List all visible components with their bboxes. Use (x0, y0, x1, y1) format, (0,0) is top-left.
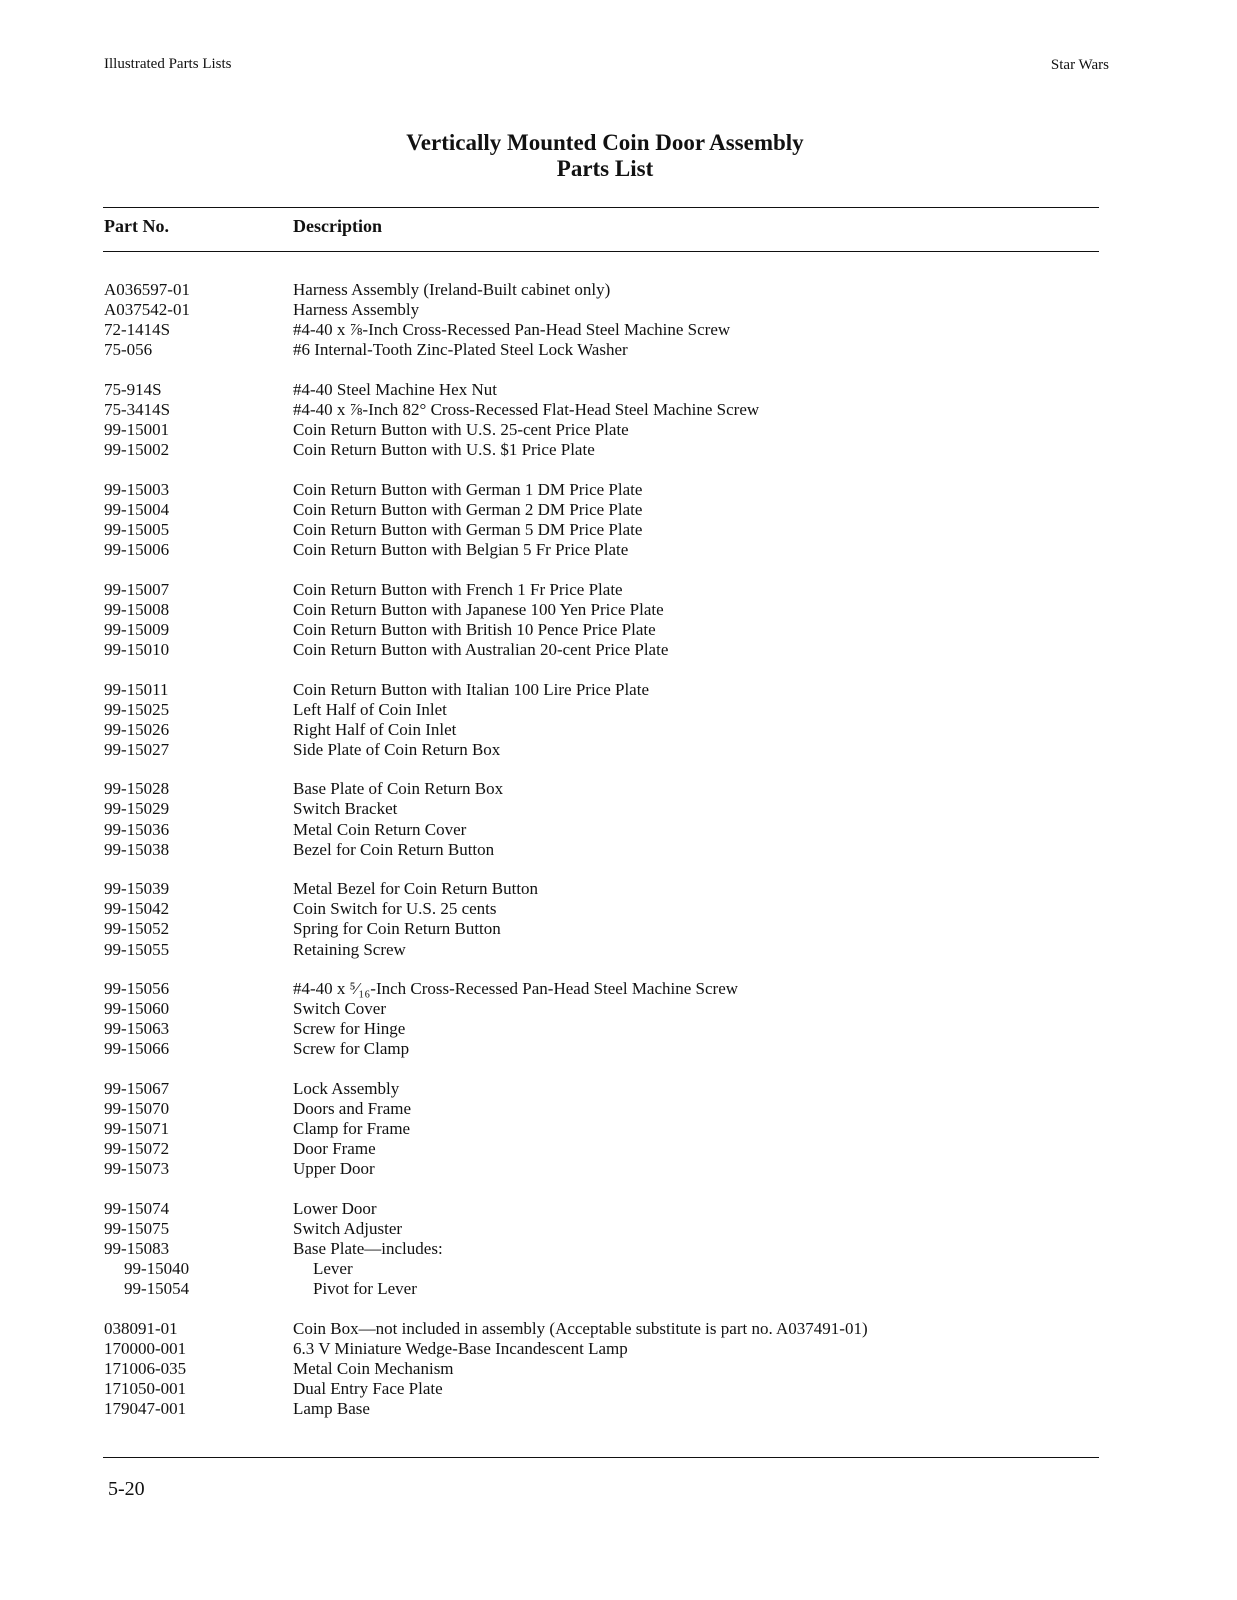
part-number: 99-15052 (104, 919, 170, 939)
part-number: 99-15010 (104, 639, 170, 659)
parts-row (0, 1099, 1237, 1119)
part-number: A037542-01 (104, 300, 190, 320)
part-number: 99-15070 (104, 1099, 170, 1119)
parts-row (0, 999, 1237, 1019)
part-description: Pivot for Lever (313, 1279, 417, 1299)
parts-row (0, 919, 1237, 939)
parts-row (0, 1019, 1237, 1039)
part-description: Metal Coin Return Cover (293, 819, 467, 839)
parts-row (0, 799, 1237, 819)
part-description: Coin Return Button with Belgian 5 Fr Price Plate (293, 540, 629, 560)
parts-row (0, 420, 1237, 440)
bottom-rule (103, 1457, 1099, 1458)
part-number: 99-15027 (104, 739, 170, 759)
top-rule (103, 207, 1099, 208)
parts-group (0, 480, 1237, 560)
part-number: 99-15072 (104, 1139, 170, 1159)
part-description: Bezel for Coin Return Button (293, 839, 495, 859)
part-number: 99-15006 (104, 540, 170, 560)
part-description: Switch Adjuster (293, 1219, 403, 1239)
parts-row (0, 840, 1237, 860)
parts-row (0, 620, 1237, 640)
parts-row (0, 600, 1237, 620)
part-number: 99-15056 (104, 979, 170, 999)
part-number: 75-914S (104, 379, 162, 399)
part-description: #4-40 x ⅞-Inch Cross-Recessed Pan-Head Steel Machine Screw (293, 320, 731, 340)
part-number: 99-15002 (104, 440, 170, 460)
part-number: 99-15028 (104, 779, 170, 799)
part-number: 99-15001 (104, 420, 170, 440)
parts-row (0, 1399, 1237, 1419)
part-number: 99-15029 (104, 799, 170, 819)
part-description: Screw for Hinge (293, 1019, 406, 1039)
part-description: Coin Return Button with German 5 DM Price Plate (293, 519, 643, 539)
part-number: 99-15042 (104, 899, 170, 919)
parts-row (0, 1219, 1237, 1239)
part-description: Coin Return Button with German 2 DM Price Plate (293, 499, 643, 519)
part-number: 99-15073 (104, 1159, 170, 1179)
parts-row (0, 979, 1237, 999)
parts-group (0, 280, 1237, 360)
parts-row (0, 1139, 1237, 1159)
parts-group (0, 380, 1237, 460)
part-description: Doors and Frame (293, 1099, 412, 1119)
parts-group (0, 879, 1237, 959)
parts-row (0, 400, 1237, 420)
parts-row (0, 700, 1237, 720)
parts-row (0, 500, 1237, 520)
part-description: Dual Entry Face Plate (293, 1379, 443, 1399)
parts-row (0, 879, 1237, 899)
parts-group (0, 1199, 1237, 1299)
part-description: Screw for Clamp (293, 1039, 410, 1059)
title-line-1: Vertically Mounted Coin Door Assembly (406, 130, 804, 155)
part-description: Coin Switch for U.S. 25 cents (293, 899, 497, 919)
page-title (0, 130, 1210, 182)
part-description: Lever (313, 1259, 353, 1279)
part-description: #4-40 x ⅞-Inch 82° Cross-Recessed Flat-Head Steel Machine Screw (293, 399, 760, 419)
parts-group (0, 979, 1237, 1059)
part-number: 179047-001 (104, 1399, 187, 1419)
part-number: 75-3414S (104, 399, 171, 419)
part-number: 99-15074 (104, 1198, 170, 1218)
column-header-description: Description (293, 216, 382, 236)
parts-row (0, 720, 1237, 740)
part-description: #4-40 Steel Machine Hex Nut (293, 379, 497, 399)
parts-row (0, 1379, 1237, 1399)
part-number: 99-15038 (104, 839, 170, 859)
parts-row (0, 1159, 1237, 1179)
part-description: Switch Cover (293, 999, 387, 1019)
parts-row (0, 1339, 1237, 1359)
part-number: 99-15060 (104, 999, 170, 1019)
parts-row (0, 520, 1237, 540)
part-description: Base Plate of Coin Return Box (293, 779, 504, 799)
part-description: Side Plate of Coin Return Box (293, 739, 501, 759)
part-number: 99-15055 (104, 939, 170, 959)
parts-row (0, 779, 1237, 799)
part-description: Door Frame (293, 1139, 376, 1159)
part-description: Metal Coin Mechanism (293, 1359, 454, 1379)
column-header-part-no: Part No. (104, 216, 169, 236)
part-description: Lock Assembly (293, 1079, 400, 1098)
part-number: 99-15039 (104, 879, 170, 899)
part-description: Coin Return Button with Japanese 100 Yen Price Plate (293, 599, 664, 619)
parts-row (0, 280, 1237, 300)
part-number: 75-056 (104, 340, 153, 360)
part-number: 99-15007 (104, 579, 170, 599)
header-rule (103, 251, 1099, 252)
parts-row (0, 480, 1237, 500)
part-number: 99-15009 (104, 619, 170, 639)
part-description: Lamp Base (293, 1399, 370, 1419)
part-number: 171006-035 (104, 1359, 187, 1379)
part-number: 99-15063 (104, 1019, 170, 1039)
part-description: Coin Return Button with U.S. 25-cent Price Plate (293, 420, 629, 440)
part-number: 170000-001 (104, 1339, 187, 1359)
part-number: 72-1414S (104, 320, 171, 340)
part-number: 99-15083 (104, 1239, 170, 1259)
parts-row (0, 580, 1237, 600)
part-description: #4-40 x ⁵⁄₁₆-Inch Cross-Recessed Pan-Head Steel Machine Screw (293, 979, 739, 999)
part-description: Switch Bracket (293, 799, 398, 819)
parts-row (0, 899, 1237, 919)
part-description: Coin Box—not included in assembly (Acceptable substitute is part no. A037491-01) (293, 1318, 868, 1338)
parts-row (0, 340, 1237, 360)
title-line-2: Parts List (556, 156, 654, 181)
parts-row (0, 1319, 1237, 1339)
parts-row (0, 540, 1237, 560)
part-number: 99-15005 (104, 519, 170, 539)
part-number: 99-15026 (104, 719, 170, 739)
part-number: 99-15036 (104, 819, 170, 839)
parts-group (0, 1319, 1237, 1419)
part-number: 038091-01 (104, 1318, 178, 1338)
header-left: Illustrated Parts Lists (104, 56, 232, 72)
parts-row (0, 940, 1237, 960)
part-description: Coin Return Button with French 1 Fr Price Plate (293, 579, 623, 599)
header-right: Star Wars (1050, 57, 1109, 73)
page-number: 5-20 (108, 1478, 145, 1500)
part-number: 99-15011 (104, 679, 169, 699)
part-description: 6.3 V Miniature Wedge-Base Incandescent Lamp (293, 1339, 628, 1359)
part-description: Retaining Screw (293, 939, 406, 959)
part-description: Clamp for Frame (293, 1119, 411, 1139)
part-number: 99-15025 (104, 699, 170, 719)
part-description: Coin Return Button with British 10 Pence Price Plate (293, 619, 656, 639)
part-description: Metal Bezel for Coin Return Button (293, 879, 539, 899)
part-description: Right Half of Coin Inlet (293, 719, 457, 739)
parts-row (0, 640, 1237, 660)
part-description: #6 Internal-Tooth Zinc-Plated Steel Lock Washer (293, 340, 628, 360)
parts-row (0, 820, 1237, 840)
parts-group (0, 1079, 1237, 1179)
parts-row (0, 440, 1237, 460)
part-number: 99-15003 (104, 479, 170, 499)
parts-row (0, 1199, 1237, 1219)
part-number: 99-15004 (104, 499, 170, 519)
part-description: Harness Assembly (293, 300, 420, 320)
parts-row (0, 1359, 1237, 1379)
part-number: 99-15040 (124, 1259, 190, 1279)
part-number: 99-15075 (104, 1219, 170, 1239)
part-number: 99-15054 (124, 1279, 190, 1299)
part-description: Upper Door (293, 1159, 375, 1179)
parts-group (0, 779, 1237, 859)
part-number: A036597-01 (104, 280, 190, 299)
parts-row (0, 1119, 1237, 1139)
part-description: Coin Return Button with Australian 20-cent Price Plate (293, 639, 669, 659)
parts-row (0, 1039, 1237, 1059)
part-number: 99-15071 (104, 1119, 170, 1139)
parts-row (0, 380, 1237, 400)
part-description: Base Plate—includes: (293, 1239, 443, 1259)
parts-row (0, 1079, 1237, 1099)
parts-row (0, 320, 1237, 340)
part-number: 99-15066 (104, 1039, 170, 1059)
parts-row (0, 680, 1237, 700)
part-description: Left Half of Coin Inlet (293, 699, 447, 719)
parts-row (0, 1239, 1237, 1259)
part-description: Coin Return Button with German 1 DM Price Plate (293, 479, 643, 499)
part-number: 171050-001 (104, 1379, 187, 1399)
parts-group (0, 680, 1237, 760)
part-description: Harness Assembly (Ireland-Built cabinet only) (293, 280, 611, 299)
parts-list (0, 280, 1237, 1439)
parts-row (0, 740, 1237, 760)
parts-group (0, 580, 1237, 660)
part-description: Coin Return Button with U.S. $1 Price Plate (293, 440, 595, 460)
part-description: Spring for Coin Return Button (293, 919, 501, 939)
part-number: 99-15008 (104, 599, 170, 619)
part-number: 99-15067 (104, 1079, 170, 1098)
parts-row (0, 1279, 1237, 1299)
part-description: Coin Return Button with Italian 100 Lire Price Plate (293, 679, 649, 699)
parts-row (0, 300, 1237, 320)
part-description: Lower Door (293, 1198, 377, 1218)
parts-row (0, 1259, 1237, 1279)
